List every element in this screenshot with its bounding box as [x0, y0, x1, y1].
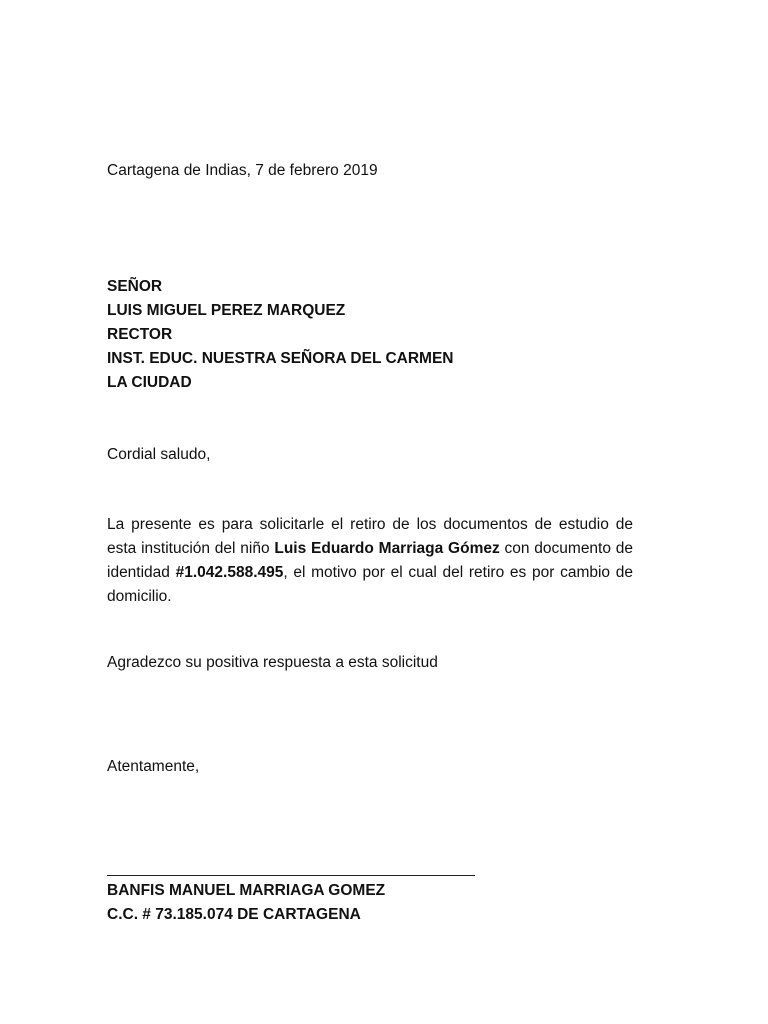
recipient-title: SEÑOR	[107, 278, 163, 295]
greeting: Cordial saludo,	[107, 446, 211, 463]
signer-name: BANFIS MANUEL MARRIAGA GOMEZ	[107, 882, 386, 899]
body-text-part2: con documento de identidad	[107, 540, 634, 581]
recipient-institution: INST. EDUC. NUESTRA SEÑORA DEL CARMEN	[107, 350, 454, 367]
recipient-position: RECTOR	[107, 326, 173, 343]
student-name: Luis Eduardo Marriaga Gómez	[274, 540, 500, 557]
date-line: Cartagena de Indias, 7 de febrero 2019	[107, 162, 378, 179]
signer-id: C.C. # 73.185.074 DE CARTAGENA	[107, 906, 361, 923]
recipient-city: LA CIUDAD	[107, 374, 192, 391]
signature-line	[107, 875, 475, 876]
recipient-name: LUIS MIGUEL PEREZ MARQUEZ	[107, 302, 346, 319]
thanks-line: Agradezco su positiva respuesta a esta solicitud	[107, 654, 438, 671]
body-text-part3: , el motivo por el cual del retiro es por cambio de domicilio.	[107, 564, 633, 605]
closing-line: Atentamente,	[107, 758, 200, 775]
body-paragraph	[107, 513, 633, 609]
id-number: #1.042.588.495	[175, 564, 284, 581]
body-text-part1: La presente es para solicitarle el retiro de los documentos de estudio de esta institución del niño	[107, 516, 633, 557]
